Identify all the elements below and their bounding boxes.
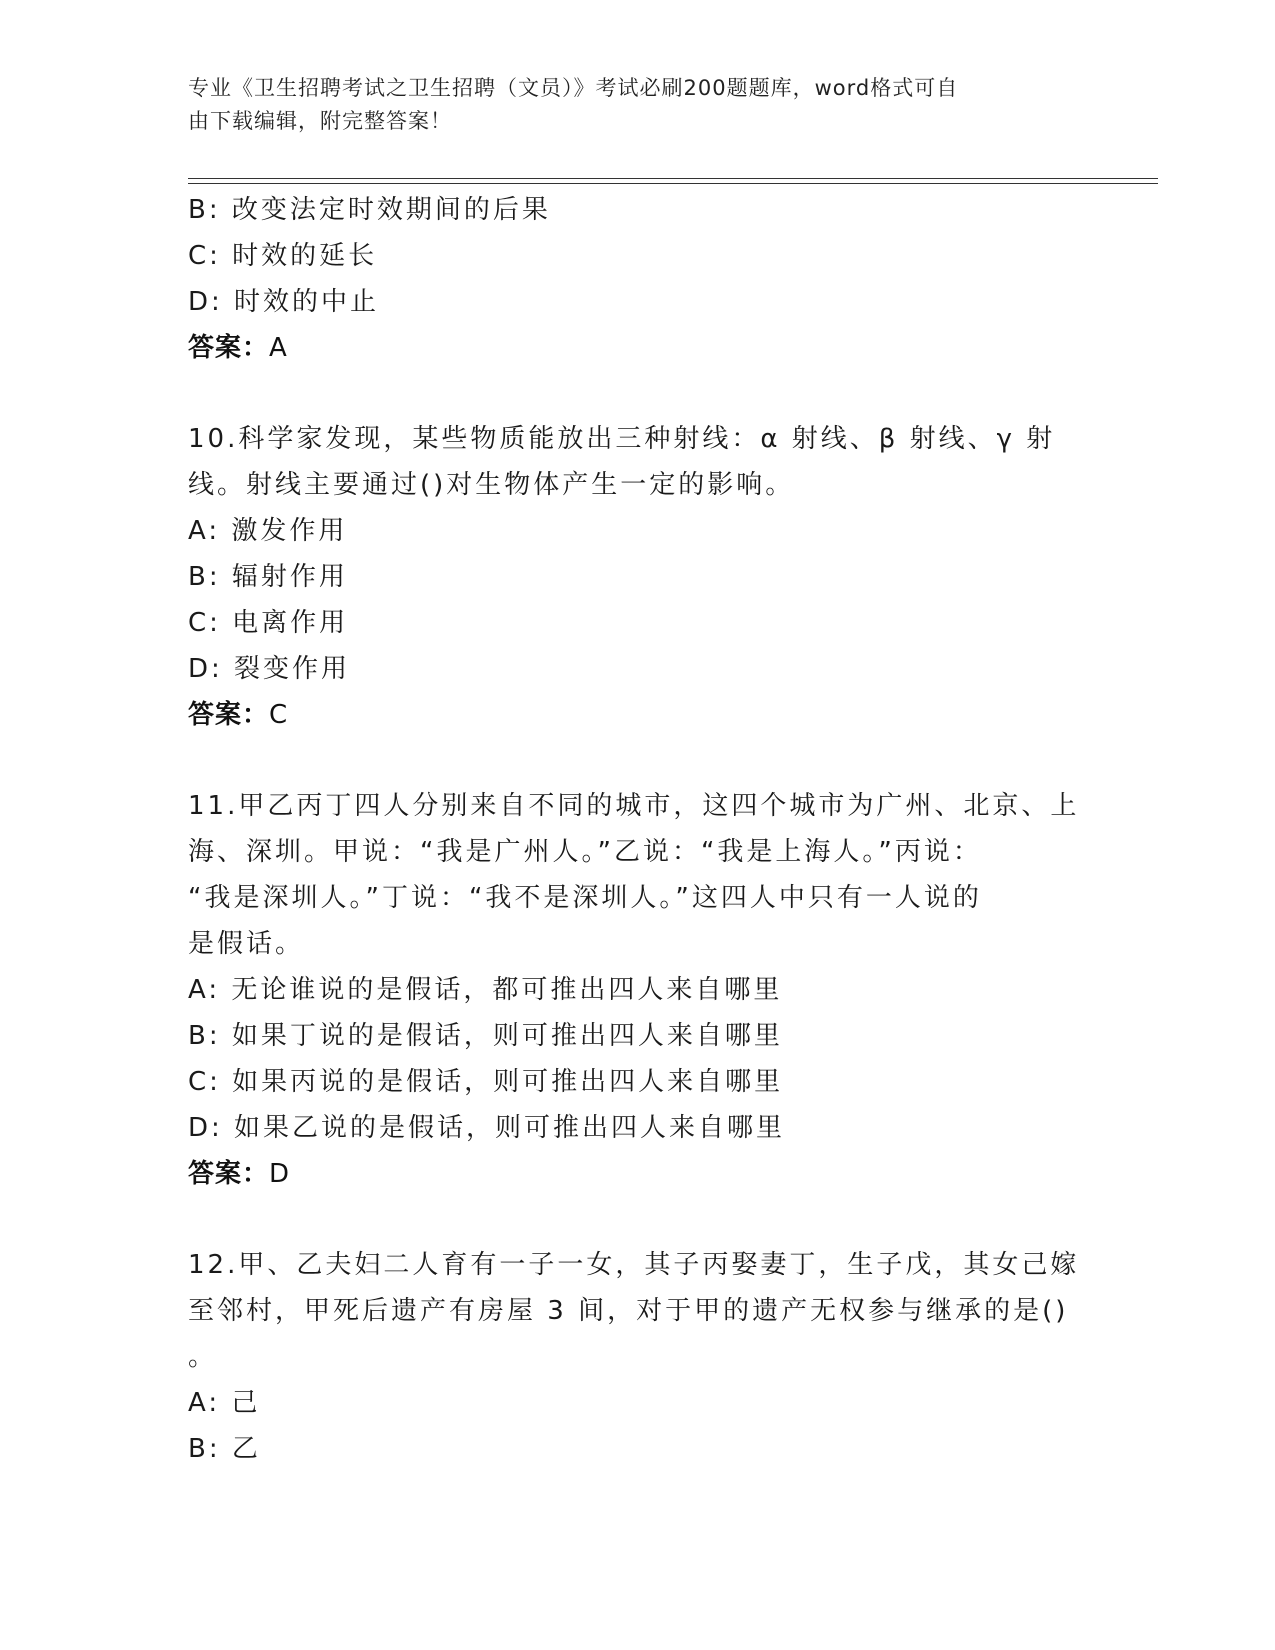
answer-line [188,325,1088,371]
answer-label: 答案： [188,1159,270,1189]
question-stem-line: 12.甲、乙夫妇二人育有一子一女，其子丙娶妻丁，生子戊，其女己嫁 [188,1250,1080,1280]
spacer [188,1197,1088,1242]
option-a: A: 己 [188,1388,261,1418]
question-stem-line: 11.甲乙丙丁四人分别来自不同的城市，这四个城市为广州、北京、上 [188,791,1080,821]
option-b: B: 改变法定时效期间的后果 [188,195,551,225]
answer-label: 答案： [188,333,270,363]
option-d: D: 裂变作用 [188,654,351,684]
option-b: B: 辐射作用 [188,562,348,592]
question-content [188,187,1088,1472]
option-d: D: 如果乙说的是假话，则可推出四人来自哪里 [188,1113,786,1143]
header-divider-top [188,178,1158,179]
header-divider-bottom [188,183,1158,184]
document-header [188,72,1068,138]
answer-value: C [269,700,289,730]
spacer [188,738,1088,783]
option-b: B: 如果丁说的是假话，则可推出四人来自哪里 [188,1021,783,1051]
question-stem-line: 。 [188,1342,218,1372]
question-stem-line: 是假话。 [188,929,305,959]
option-d: D: 时效的中止 [188,287,380,317]
option-c: C: 如果丙说的是假话，则可推出四人来自哪里 [188,1067,784,1097]
header-line-2: 由下载编辑，附完整答案！ [188,109,452,133]
option-c: C: 电离作用 [188,608,349,638]
question-10 [188,416,1088,738]
question-stem-line: 线。射线主要通过()对生物体产生一定的影响。 [188,470,795,500]
answer-value: D [269,1159,291,1189]
question-stem-line: 至邻村，甲死后遗产有房屋 3 间，对于甲的遗产无权参与继承的是() [188,1296,1069,1326]
question-stem-line: 10.科学家发现，某些物质能放出三种射线：α 射线、β 射线、γ 射 [188,424,1056,454]
question-11 [188,783,1088,1197]
answer-value: A [269,333,288,363]
header-line-1: 专业《卫生招聘考试之卫生招聘（文员）》考试必刷200题题库，word格式可自 [188,76,959,100]
question-12 [188,1242,1088,1472]
question-9-continued [188,187,1088,371]
question-stem-line: 海、深圳。甲说：“我是广州人。”乙说：“我是上海人。”丙说： [188,837,982,867]
spacer [188,371,1088,416]
answer-line [188,692,1088,738]
option-a: A: 无论谁说的是假话，都可推出四人来自哪里 [188,975,783,1005]
option-a: A: 激发作用 [188,516,348,546]
answer-line [188,1151,1088,1197]
option-c: C: 时效的延长 [188,241,378,271]
option-b: B: 乙 [188,1434,261,1464]
answer-label: 答案： [188,700,270,730]
question-stem-line: “我是深圳人。”丁说：“我不是深圳人。”这四人中只有一人说的 [188,883,982,913]
